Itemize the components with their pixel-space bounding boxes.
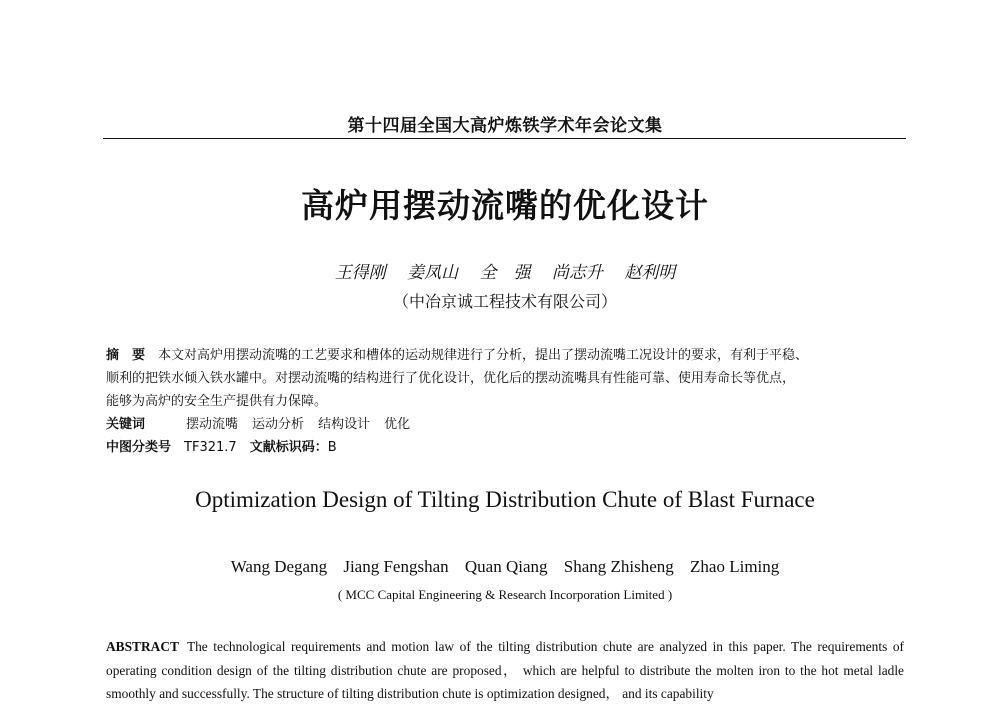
abstract-en-label: ABSTRACT bbox=[106, 639, 179, 654]
author-en: Zhao Liming bbox=[690, 557, 780, 576]
abstract-en bbox=[106, 635, 904, 706]
author-en: Shang Zhisheng bbox=[563, 557, 674, 576]
running-header: 第十四届全国大高炉炼铁学术年会论文集 bbox=[347, 116, 663, 136]
author-zh: 王得刚 bbox=[334, 263, 386, 283]
keywords-zh-label: 关键词 bbox=[106, 417, 146, 432]
authors-en bbox=[105, 557, 905, 577]
author-zh: 全 强 bbox=[479, 263, 531, 283]
classification-line bbox=[106, 436, 902, 459]
keyword: 结构设计 bbox=[318, 417, 371, 432]
abstract-zh-label: 摘 要 bbox=[106, 348, 146, 363]
affiliation-zh: （中冶京诚工程技术有限公司） bbox=[392, 292, 617, 311]
abstract-zh-line: 能够为高炉的安全生产提供有力保障。 bbox=[106, 394, 328, 409]
header-rule bbox=[103, 138, 906, 139]
abstract-zh-line bbox=[106, 344, 902, 367]
author-zh: 赵利明 bbox=[624, 263, 676, 283]
keyword: 运动分析 bbox=[252, 417, 305, 432]
abstract-zh-line: 顺利的把铁水倾入铁水罐中。对摆动流嘴的结构进行了优化设计，优化后的摆动流嘴具有性能可靠、使用寿命长等优点， bbox=[106, 371, 796, 386]
author-en: Quan Qiang bbox=[464, 557, 548, 576]
authors-zh bbox=[105, 258, 905, 283]
affiliation-en: ( MCC Capital Engineering & Research Incorporation Limited ) bbox=[337, 587, 673, 602]
abstract-zh-text-1: 本文对高炉用摆动流嘴的工艺要求和槽体的运动规律进行了分析，提出了摆动流嘴工况设计的要求，有利于平稳、 bbox=[158, 348, 809, 363]
doc-code-value: B bbox=[327, 440, 337, 455]
keyword: 摆动流嘴 bbox=[186, 417, 239, 432]
keywords-zh bbox=[106, 413, 902, 436]
abstract-block-zh bbox=[106, 344, 902, 459]
author-en: Wang Degang bbox=[230, 557, 328, 576]
author-zh: 姜凤山 bbox=[407, 263, 459, 283]
abstract-en-text: The technological requirements and motion law of the tilting distribution chute are analyzed in this paper. The requirements of operating condition design of the tilting distribution chute are proposed， which are helpful to distribute the molten iron to the hot metal ladle smoothly and successfully. The structure of tilting distribution chute is optimization designed， and its capability bbox=[106, 639, 904, 701]
keyword: 优化 bbox=[384, 417, 411, 432]
author-zh: 尚志升 bbox=[551, 263, 603, 283]
clc-value: TF321.7 bbox=[184, 440, 237, 455]
doc-code-label: 文献标识码： bbox=[249, 440, 328, 455]
clc-label: 中图分类号 bbox=[106, 440, 172, 455]
title-zh: 高炉用摆动流嘴的优化设计 bbox=[301, 186, 709, 225]
author-en: Jiang Fengshan bbox=[343, 557, 449, 576]
title-en: Optimization Design of Tilting Distribution Chute of Blast Furnace bbox=[195, 487, 815, 512]
